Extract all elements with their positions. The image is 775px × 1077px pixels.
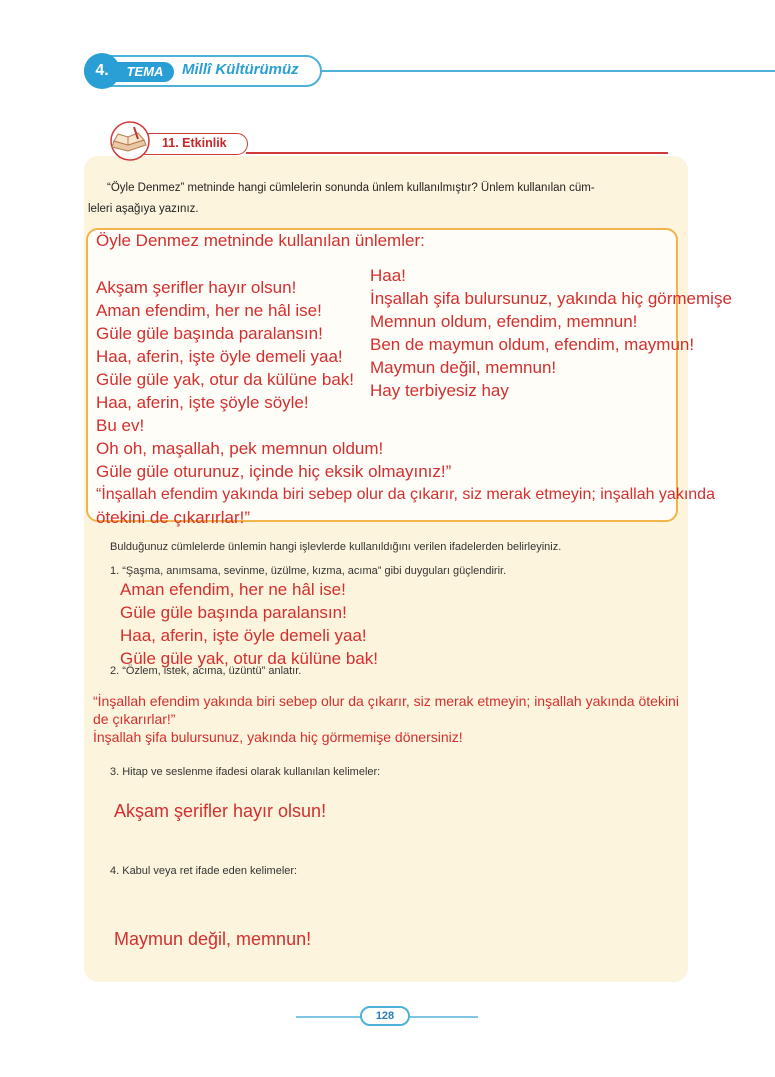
list-item: Güle güle oturunuz, içinde hiç eksik olmayınız!” xyxy=(96,462,452,481)
list-item: Güle güle başında paralansın! xyxy=(96,324,323,343)
answer-right-list xyxy=(370,264,732,402)
list-item: Maymun değil, memnun! xyxy=(370,358,557,377)
list-item: Güle güle yak, otur da külüne bak! xyxy=(120,649,378,668)
list-item: Haa, aferin, işte şöyle söyle! xyxy=(96,393,309,412)
list-item: Oh oh, maşallah, pek memnun oldum! xyxy=(96,439,384,458)
question-1: 1. “Şaşma, anımsama, sevinme, üzülme, kızma, acıma” gibi duyguları güçlendirir. xyxy=(110,565,507,577)
list-item: İnşallah şifa bulursunuz, yakında hiç görmemişe xyxy=(370,289,732,308)
list-item: ötekini de çıkarırlar!” xyxy=(96,508,250,527)
list-item: de çıkarırlar!” xyxy=(93,711,176,727)
question-3: 3. Hitap ve seslenme ifadesi olarak kullanılan kelimeler: xyxy=(110,766,381,778)
answer-heading: Öyle Denmez metninde kullanılan ünlemler: xyxy=(96,231,425,250)
tema-title: Millî Kültürümüz xyxy=(182,61,299,78)
list-item: “İnşallah efendim yakında biri sebep olur da çıkarır, siz merak etmeyin; inşallah yakında ötekini xyxy=(93,693,679,709)
activity-rule xyxy=(246,152,668,154)
list-item: Güle güle başında paralansın! xyxy=(120,603,347,622)
list-item: İnşallah şifa bulursunuz, yakında hiç görmemişe dönersiniz! xyxy=(93,729,463,745)
question-2: 2. “Özlem, istek, acıma, üzüntü” anlatır. xyxy=(110,665,302,677)
tema-number: 4. xyxy=(84,53,120,89)
list-item: Güle güle yak, otur da külüne bak! xyxy=(96,370,354,389)
instruction-line-2: leleri aşağıya yazınız. xyxy=(88,203,199,215)
header-rule xyxy=(300,70,775,72)
question-3-answer: Akşam şerifler hayır olsun! xyxy=(114,801,327,821)
list-item: Ben de maymun oldum, efendim, maymun! xyxy=(370,335,695,354)
question-1-answers xyxy=(120,578,378,670)
instruction-line-1: “Öyle Denmez” metninde hangi cümlelerin sonunda ünlem kullanılmıştır? Ünlem kullanılan cüm- xyxy=(107,182,595,194)
list-item: Haa, aferin, işte öyle demeli yaa! xyxy=(96,347,343,366)
list-item: Memnun oldum, efendim, memnun! xyxy=(370,312,638,331)
tema-label: TEMA xyxy=(116,62,174,82)
list-item: Hay terbiyesiz hay xyxy=(370,381,509,400)
list-item: Haa! xyxy=(370,266,406,285)
page-number: 128 xyxy=(360,1006,410,1026)
question-4-answer: Maymun değil, memnun! xyxy=(114,929,312,949)
list-item: Aman efendim, her ne hâl ise! xyxy=(96,301,322,320)
question-2-answers xyxy=(93,692,679,746)
list-item: Akşam şerifler hayır olsun! xyxy=(96,278,297,297)
list-item: Bu ev! xyxy=(96,416,145,435)
questions-intro: Bulduğunuz cümlelerde ünlemin hangi işlevlerde kullanıldığını verilen ifadelerden belirleyiniz. xyxy=(110,541,562,553)
question-4: 4. Kabul veya ret ifade eden kelimeler: xyxy=(110,865,298,877)
activity-label: 11. Etkinlik xyxy=(162,136,227,150)
list-item: Aman efendim, her ne hâl ise! xyxy=(120,580,346,599)
list-item: “İnşallah efendim yakında biri sebep olur da çıkarır, siz merak etmeyin; inşallah yakında xyxy=(96,486,715,503)
list-item: Haa, aferin, işte öyle demeli yaa! xyxy=(120,626,367,645)
open-book-icon xyxy=(104,121,154,161)
